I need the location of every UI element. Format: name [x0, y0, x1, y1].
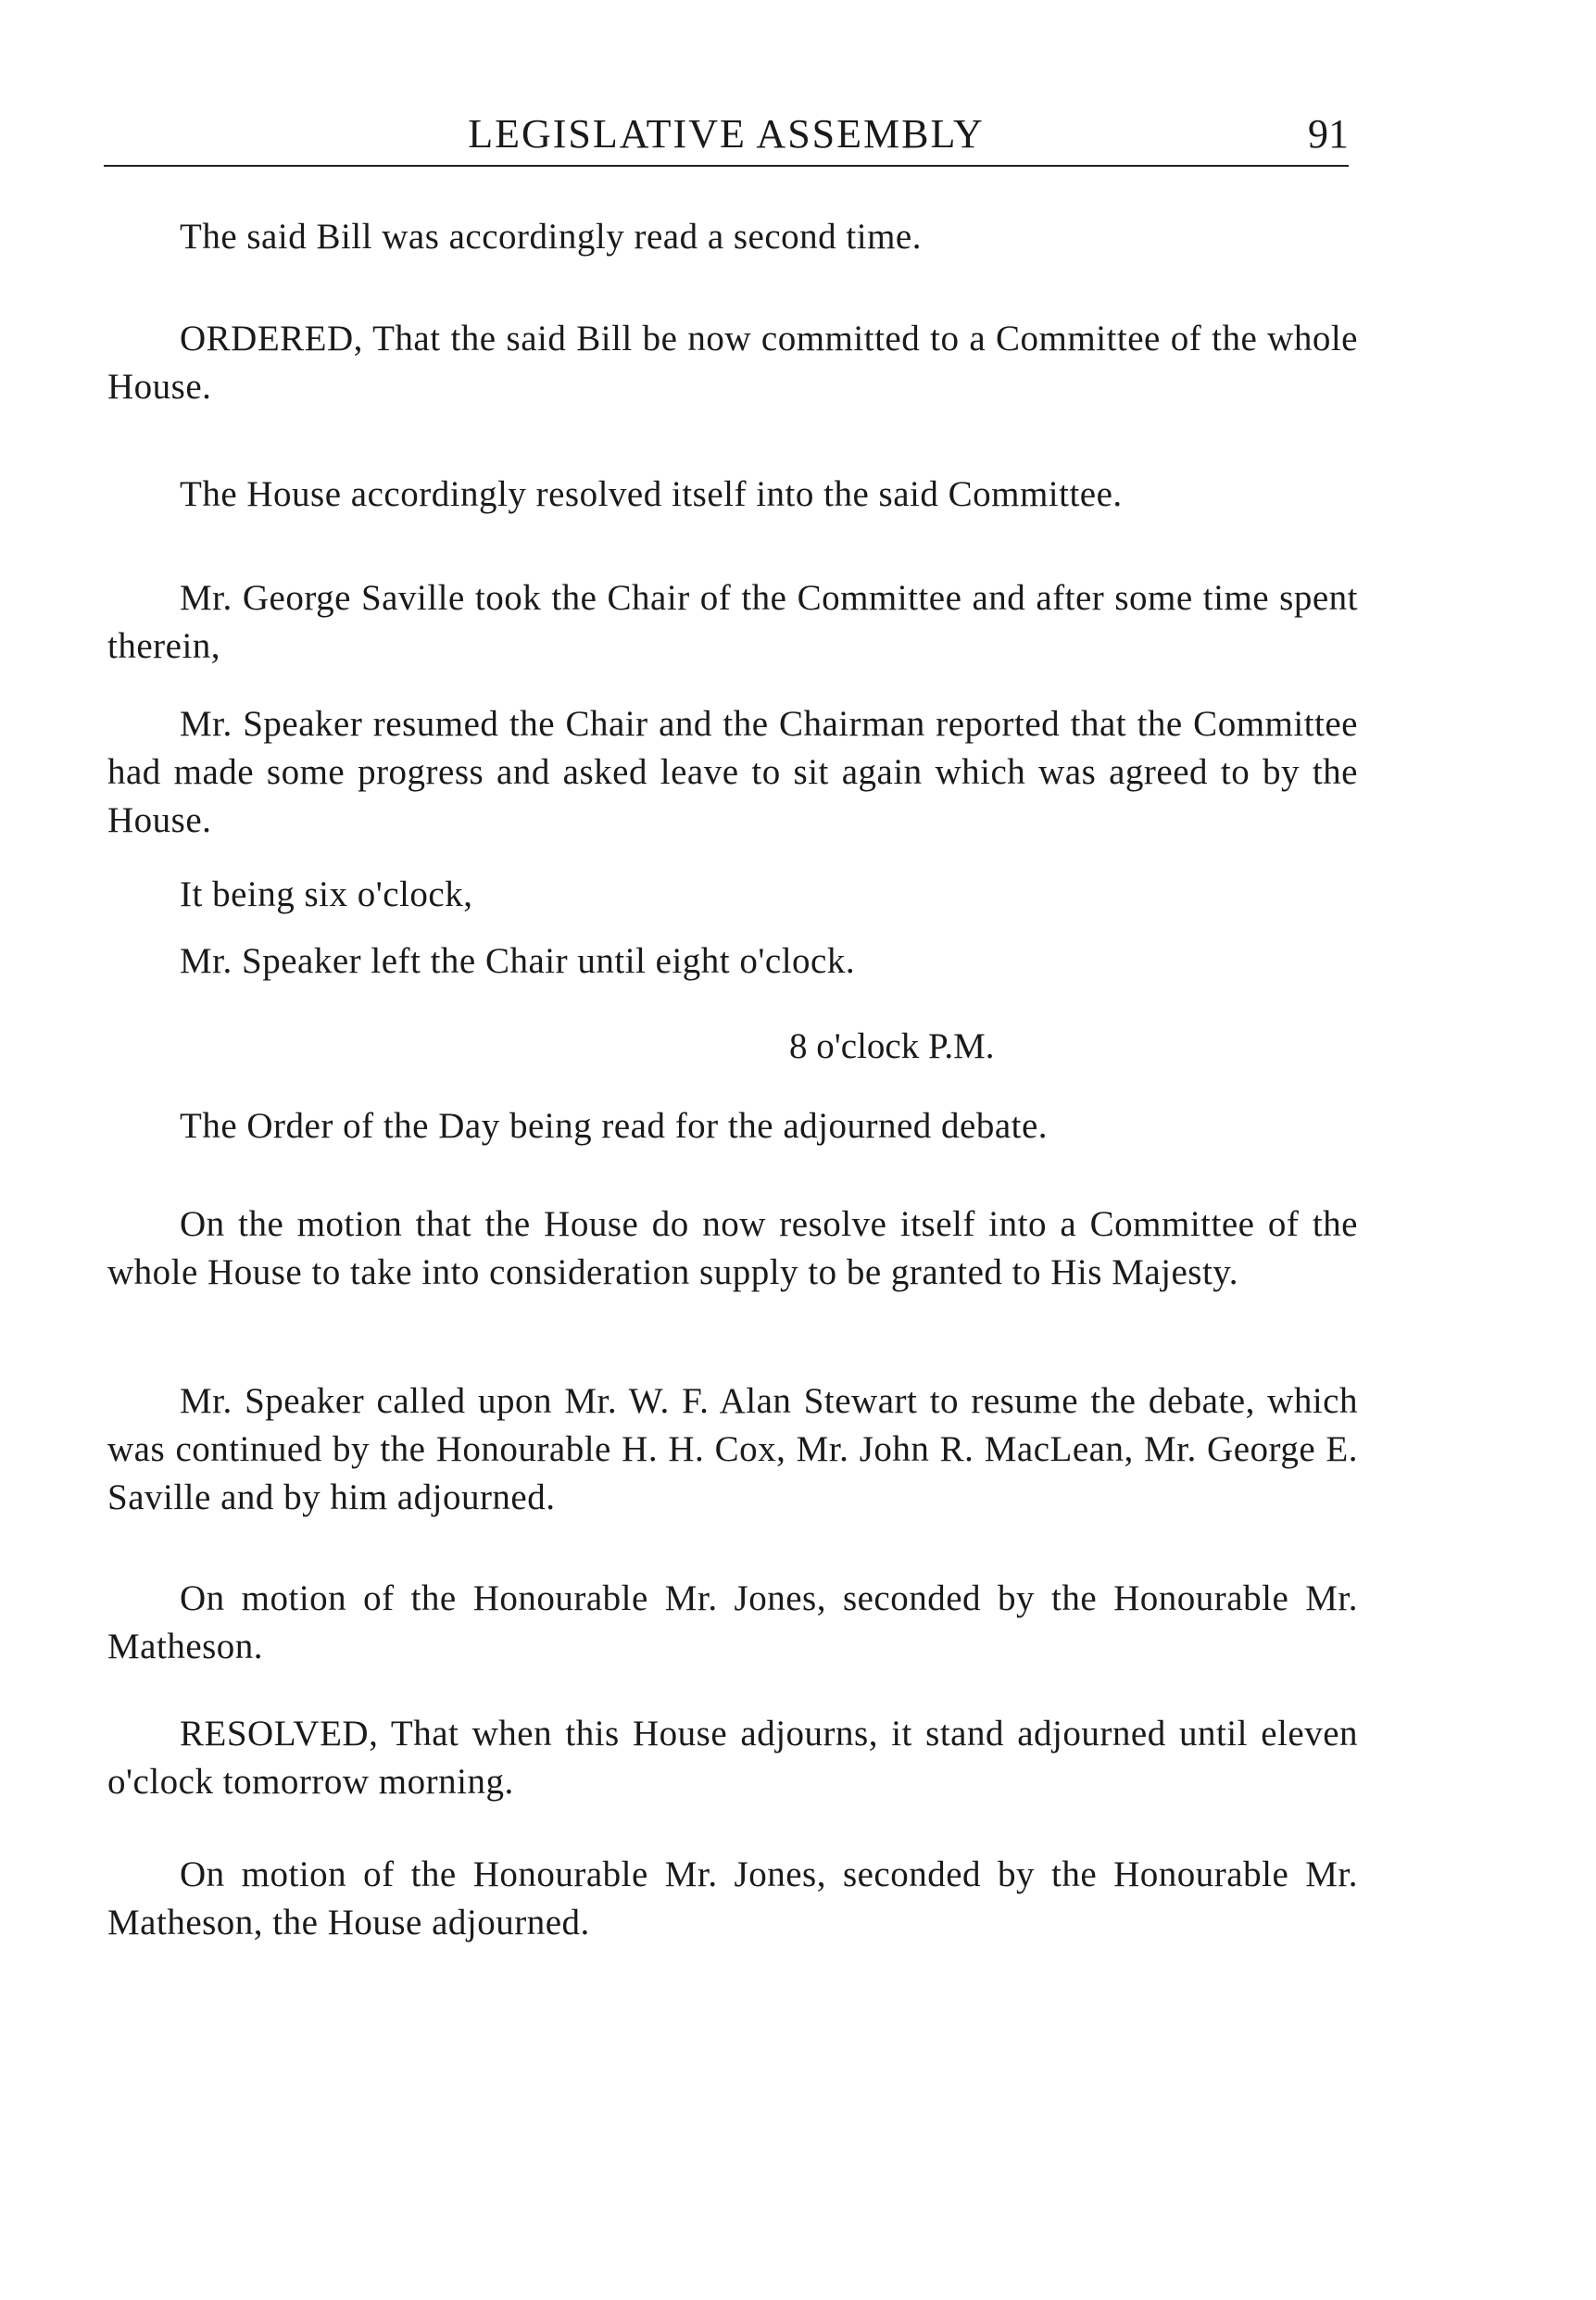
paragraph-motion-jones-1: On motion of the Honourable Mr. Jones, seconded by the Honourable Mr. Matheson. [107, 1578, 1358, 1666]
paragraph-house-adjourned: On motion of the Honourable Mr. Jones, seconded by the Honourable Mr. Matheson, the House adjourned. [107, 1854, 1358, 1942]
paragraph-speaker-left: Mr. Speaker left the Chair until eight o'clock. [180, 941, 856, 981]
paragraph-supply-motion: On the motion that the House do now resolve itself into a Committee of the whole House to take into consideration supply to be granted to His Majesty. [107, 1204, 1358, 1292]
page-header [104, 109, 1349, 167]
page-number: 91 [1308, 111, 1349, 157]
paragraph-six-oclock: It being six o'clock, [180, 874, 473, 914]
paragraph-resolved-adjourn: RESOLVED, That when this House adjourns, it stand adjourned until eleven o'clock tomorrow morning. [107, 1714, 1358, 1802]
paragraph-debate-resumed: Mr. Speaker called upon Mr. W. F. Alan Stewart to resume the debate, which was continued by the Honourable H. H. Cox, Mr. John R. MacLean, Mr. George E. Saville and by him adjourned. [107, 1381, 1358, 1517]
running-title: LEGISLATIVE ASSEMBLY [468, 111, 985, 157]
paragraph-saville-chair: Mr. George Saville took the Chair of the Committee and after some time spent therein, [107, 578, 1358, 666]
paragraph-speaker-resumed: Mr. Speaker resumed the Chair and the Chairman reported that the Committee had made some progress and asked leave to sit again which was agreed to by the House. [107, 704, 1358, 840]
paragraph-ordered-committee: ORDERED, That the said Bill be now committed to a Committee of the whole House. [107, 319, 1358, 407]
paragraph-resolved-into-committee: The House accordingly resolved itself into the said Committee. [180, 474, 1123, 514]
paragraph-order-of-day: The Order of the Day being read for the adjourned debate. [180, 1106, 1049, 1146]
time-marker: 8 o'clock P.M. [789, 1026, 995, 1066]
paragraph-second-reading: The said Bill was accordingly read a second time. [180, 217, 922, 257]
